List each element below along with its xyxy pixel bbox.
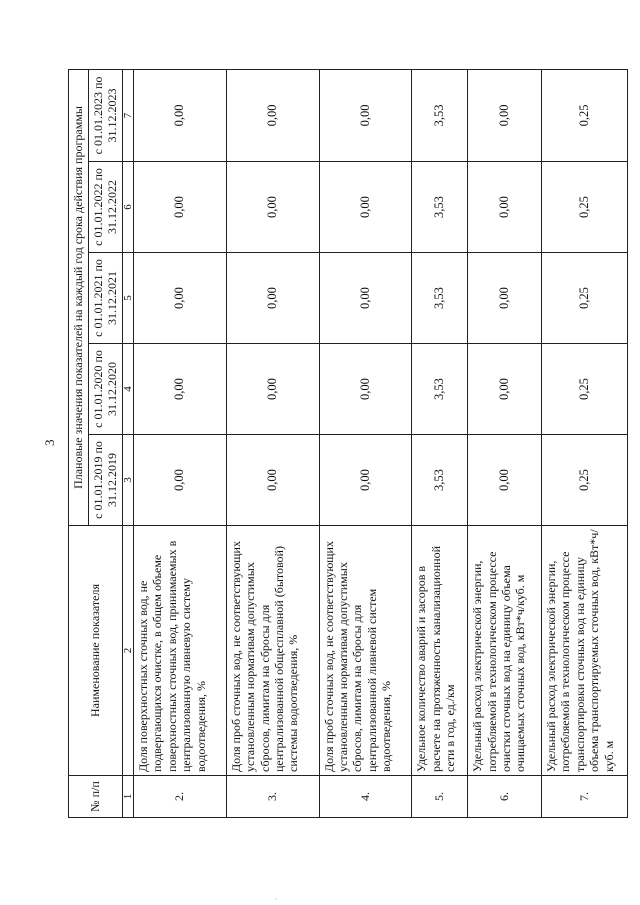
value-cell: 0,00 [468, 435, 542, 526]
value-cell: 3,53 [412, 344, 468, 435]
value-cell: 0,25 [541, 69, 627, 161]
value-cell: 0,25 [541, 435, 627, 526]
table-row [412, 69, 468, 817]
row-number: 7. [541, 776, 627, 818]
value-cell: 0,00 [468, 344, 542, 435]
period-header-5: с 01.01.2023 по 31.12.2023 [89, 69, 123, 161]
col-number: 4 [123, 344, 134, 435]
value-cell: 0,00 [468, 253, 542, 344]
table-row [319, 69, 412, 817]
indicator-name: Доля поверхностных сточных вод, не подвергающихся очистке, в общем объеме поверхностных сточных вод, принимаемых в централизованную ливневую систему водоотведения, % [134, 526, 227, 776]
indicators-table [68, 69, 628, 818]
period-header-2: с 01.01.2020 по 31.12.2020 [89, 344, 123, 435]
value-cell: 0,25 [541, 253, 627, 344]
row-number: 5. [412, 776, 468, 818]
value-cell: 3,53 [412, 435, 468, 526]
col-number: 7 [123, 69, 134, 161]
value-cell: 0,00 [226, 344, 319, 435]
value-cell: 0,00 [226, 162, 319, 253]
col-number: 5 [123, 253, 134, 344]
value-cell: 0,00 [226, 69, 319, 161]
row-number: 4. [319, 776, 412, 818]
row-number: 6. [468, 776, 542, 818]
table-row [134, 69, 227, 817]
value-cell: 0,25 [541, 162, 627, 253]
table-row [541, 69, 627, 817]
value-cell: 0,25 [541, 344, 627, 435]
group-header: Плановые значения показателей на каждый год срока действия программы [69, 69, 89, 525]
value-cell: 0,00 [134, 162, 227, 253]
indicator-name: Доля проб сточных вод, не соответствующих установленным нормативам допустимых сбросов, лимитам на сбросы для централизованной общесплавной (бытовой) системы водоотведения, % [226, 526, 319, 776]
col-number: 2 [123, 526, 134, 776]
value-cell: 0,00 [468, 69, 542, 161]
period-header-1: с 01.01.2019 по 31.12.2019 [89, 435, 123, 526]
col-number: 1 [123, 776, 134, 818]
table-row [468, 69, 542, 817]
value-cell: 0,00 [134, 435, 227, 526]
indicator-name: Удельный расход электрической энергии, потребляемой в технологическом процессе транспортировки сточных вод на единицу объема транспортируемых сточных вод, кВт*ч/куб. м [541, 526, 627, 776]
indicator-name: Доля проб сточных вод, не соответствующих установленным нормативам допустимых сбросов, лимитам на сбросы для централизованной ливневой систем водоотведения, % [319, 526, 412, 776]
value-cell: 0,00 [134, 69, 227, 161]
table-row [226, 69, 319, 817]
value-cell: 3,53 [412, 253, 468, 344]
column-number-row [123, 69, 134, 817]
row-number: 3. [226, 776, 319, 818]
col-number: 6 [123, 162, 134, 253]
value-cell: 0,00 [226, 435, 319, 526]
value-cell: 0,00 [319, 69, 412, 161]
value-cell: 0,00 [226, 253, 319, 344]
value-cell: 3,53 [412, 162, 468, 253]
col-number: 3 [123, 435, 134, 526]
value-cell: 0,00 [319, 435, 412, 526]
value-cell: 0,00 [319, 344, 412, 435]
value-cell: 3,53 [412, 69, 468, 161]
indicator-name: Удельный расход электрической энергии, потребляемой в технологическом процессе очистки сточных вод на единицу объема очищаемых сточных вод, кВт*ч/куб. м [468, 526, 542, 776]
indicator-name: Удельное количество аварий и засоров в расчете на протяженность канализационной сети в год, ед./км [412, 526, 468, 776]
value-cell: 0,00 [319, 162, 412, 253]
col-no-header: № п/п [69, 776, 123, 818]
period-header-3: с 01.01.2021 по 31.12.2021 [89, 253, 123, 344]
rotated-table-container [68, 70, 628, 818]
value-cell: 0,00 [134, 344, 227, 435]
value-cell: 0,00 [319, 253, 412, 344]
period-header-4: с 01.01.2022 по 31.12.2022 [89, 162, 123, 253]
page-number: 3 [42, 439, 57, 446]
row-number: 2. [134, 776, 227, 818]
scan-dot-decoration: · [275, 897, 277, 903]
value-cell: 0,00 [468, 162, 542, 253]
value-cell: 0,00 [134, 253, 227, 344]
col-name-header: Наименование показателя [69, 526, 123, 776]
